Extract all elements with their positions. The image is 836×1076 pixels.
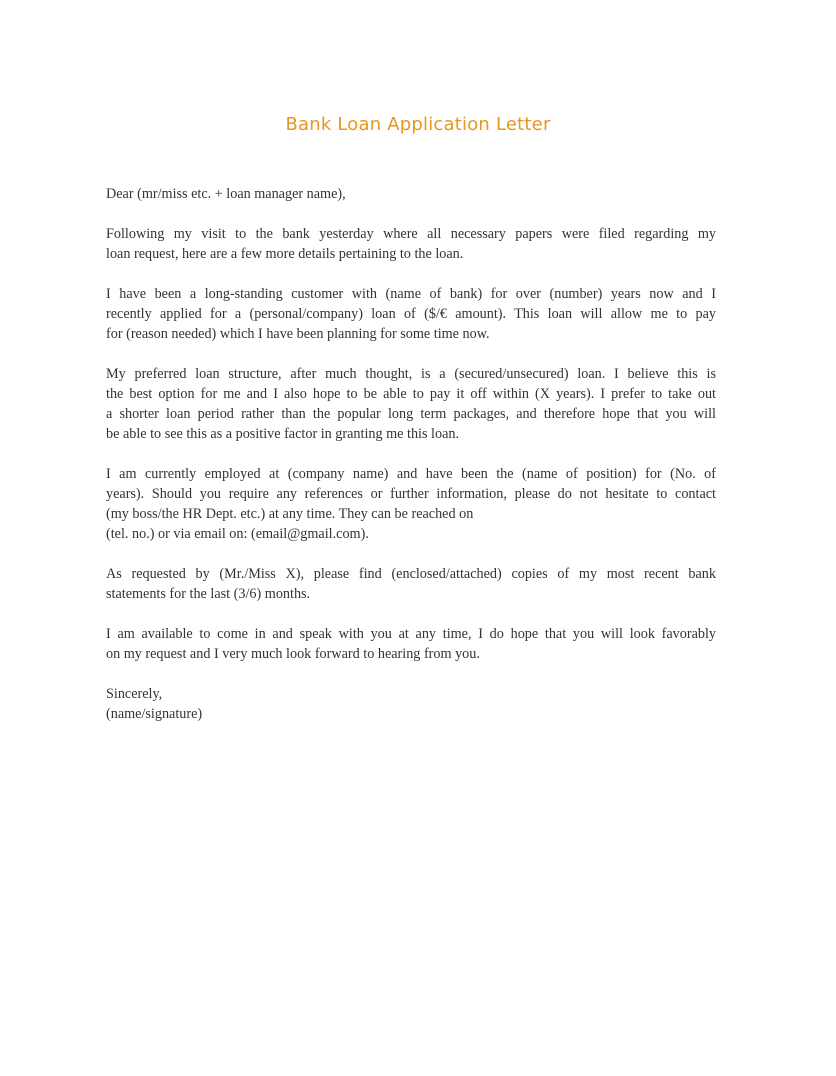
paragraph-line: Following my visit to the bank yesterday where all necessary papers were filed regarding my (106, 226, 716, 242)
salutation-line: Dear (mr/miss etc. + loan manager name), (106, 186, 346, 202)
paragraph-line: I have been a long-standing customer with (name of bank) for over (number) years now and I (106, 286, 716, 302)
paragraph-customer (106, 284, 716, 344)
paragraph-line: years). Should you require any references or further information, please do not hesitate to contact (106, 486, 716, 502)
paragraph-line: I am currently employed at (company name) and have been the (name of position) for (No. of (106, 466, 716, 482)
paragraph-line: on my request and I very much look forward to hearing from you. (106, 646, 480, 662)
paragraph-line: for (reason needed) which I have been planning for some time now. (106, 326, 490, 342)
paragraph-visit (106, 224, 716, 264)
paragraph-line: As requested by (Mr./Miss X), please find (enclosed/attached) copies of my most recent bank (106, 566, 716, 582)
paragraph-line: a shorter loan period rather than the popular long term packages, and therefore hope that you will (106, 406, 716, 422)
paragraph-line: statements for the last (3/6) months. (106, 586, 311, 602)
paragraph-line: (tel. no.) or via email on: (email@gmail.com). (106, 526, 369, 542)
signature-line: (name/signature) (106, 706, 203, 722)
paragraph-employment (106, 464, 716, 544)
paragraph-loan-structure (106, 364, 716, 444)
closing-line: Sincerely, (106, 686, 163, 702)
paragraph-statements (106, 564, 716, 604)
paragraph-line: the best option for me and I also hope to be able to pay it off within (X years). I prefer to take out (106, 386, 716, 402)
paragraph-line: loan request, here are a few more details pertaining to the loan. (106, 246, 464, 262)
paragraph-line: be able to see this as a positive factor in granting me this loan. (106, 426, 460, 442)
paragraph-line: I am available to come in and speak with you at any time, I do hope that you will look favorably (106, 626, 716, 642)
paragraph-line: recently applied for a (personal/company) loan of ($/€ amount). This loan will allow me to pay (106, 306, 716, 322)
document-title: Bank Loan Application Letter (285, 114, 551, 135)
letter-body (106, 184, 716, 724)
salutation (106, 184, 716, 204)
paragraph-line: My preferred loan structure, after much thought, is a (secured/unsecured) loan. I believe this is (106, 366, 716, 382)
closing-block (106, 684, 716, 724)
paragraph-line: (my boss/the HR Dept. etc.) at any time. They can be reached on (106, 506, 474, 522)
paragraph-availability (106, 624, 716, 664)
